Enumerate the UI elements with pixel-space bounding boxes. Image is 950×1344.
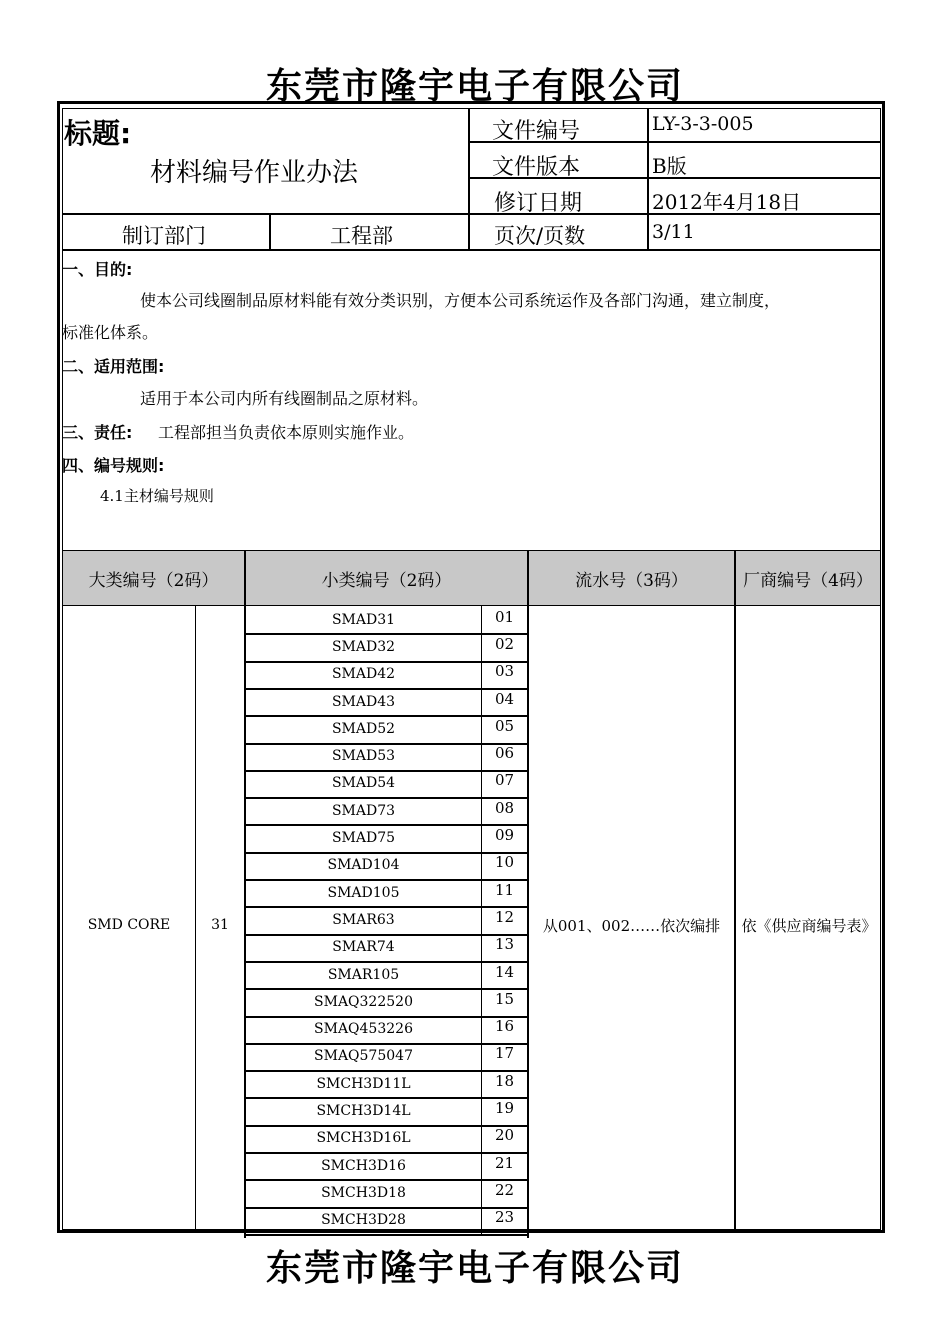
version-label: 文件版本 (492, 155, 581, 180)
col-header-subcategory: 小类编号（2码） (246, 551, 527, 605)
subcategory-name: SMCH3D14L (316, 1103, 411, 1120)
subcategory-name: SMCH3D28 (321, 1212, 406, 1229)
subcategory-name: SMAD31 (331, 611, 396, 628)
subcategory-code: 12 (494, 907, 515, 926)
subcategory-name: SMAR105 (327, 966, 400, 983)
col-header-category: 大类编号（2码） (63, 551, 244, 605)
subcategory-code: 06 (494, 744, 515, 763)
subcategory-name: SMAD52 (331, 720, 396, 737)
subcategory-code: 15 (494, 989, 515, 1008)
subcategory-name: SMAQ575047 (314, 1048, 413, 1065)
revision-date: 2012年4月18日 (652, 190, 802, 214)
subcategory-code: 07 (494, 771, 515, 790)
table-top-line (62, 550, 881, 551)
dept-label: 制订部门 (122, 224, 206, 248)
section-resp-text: 工程部担当负责依本原则实施作业。 (158, 423, 415, 442)
subcategory-name: SMAD43 (331, 693, 396, 710)
page-label: 页次/页数 (494, 224, 586, 248)
subcategory-code: 20 (494, 1126, 515, 1145)
subcategory-code: 13 (494, 935, 515, 954)
subcategory-name: SMAR74 (332, 939, 395, 956)
subcategory-name: SMAD42 (331, 666, 396, 683)
header-vline-1 (468, 108, 470, 250)
subcategory-name: SMAD73 (331, 802, 396, 819)
subcategory-code: 18 (494, 1071, 515, 1090)
dept-value: 工程部 (330, 224, 393, 248)
subcategory-code: 10 (494, 853, 515, 872)
col-header-serial: 流水号（3码） (529, 551, 734, 605)
subcategory-name: SMAD104 (327, 857, 400, 874)
subcategory-code: 03 (494, 662, 515, 681)
serial-rule: 从001、002……依次编排 (542, 916, 721, 935)
subcategory-code: 19 (494, 1099, 515, 1118)
category-code: 31 (211, 917, 229, 933)
section-resp-title: 三、责任: (62, 423, 133, 442)
subcategory-name: SMAD53 (331, 748, 396, 765)
subcategory-code: 16 (494, 1017, 515, 1036)
section-purpose-line2: 标准化体系。 (62, 323, 159, 342)
subcategory-code: 01 (494, 607, 515, 626)
subcategory-code: 11 (494, 880, 515, 899)
subcategory-name: SMAR63 (332, 911, 395, 928)
subcategory-code: 22 (494, 1180, 515, 1199)
subcategory-name: SMAD105 (327, 884, 400, 901)
version-value: B版 (652, 154, 687, 178)
col-header-vendor: 厂商编号（4码） (736, 551, 880, 605)
revision-label: 修订日期 (494, 191, 583, 216)
subcategory-code: 08 (494, 798, 515, 817)
subcategory-code: 17 (494, 1044, 515, 1063)
subcategory-code: 09 (494, 826, 515, 845)
doc-no-value: LY-3-3-005 (652, 113, 754, 135)
subcategory-code: 04 (494, 689, 515, 708)
page-value: 3/11 (652, 221, 695, 243)
section-rule-sub: 4.1主材编号规则 (100, 487, 214, 505)
subcategory-code: 05 (494, 716, 515, 735)
subcategory-row-line (246, 1234, 527, 1236)
company-name-bottom: 东莞市隆宇电子有限公司 (265, 1248, 684, 1289)
section-purpose-line1: 使本公司线圈制品原材料能有效分类识别，方便本公司系统运作及各部门沟通，建立制度， (140, 291, 781, 310)
title-label: 标题: (64, 117, 132, 150)
subcategory-name: SMCH3D18 (321, 1184, 406, 1201)
subcategory-name: SMAD32 (331, 638, 396, 655)
subcategory-name: SMAQ322520 (314, 993, 413, 1010)
subcategory-name: SMAD75 (331, 830, 396, 847)
subcategory-name: SMCH3D11L (316, 1075, 411, 1092)
category-name: SMD CORE (87, 917, 171, 933)
section-rule-title: 四、编号规则: (62, 456, 165, 475)
doc-title: 材料编号作业办法 (150, 158, 359, 188)
header-vline-2 (647, 108, 649, 250)
section-purpose-title: 一、目的: (62, 260, 133, 279)
header-vline-3 (269, 213, 271, 250)
subcategory-code: 14 (494, 962, 515, 981)
section-scope-title: 二、适用范围: (62, 357, 165, 376)
doc-no-label: 文件编号 (492, 119, 581, 144)
subcategory-name: SMCH3D16L (316, 1130, 411, 1147)
company-name-top: 东莞市隆宇电子有限公司 (265, 66, 684, 107)
section-scope-text: 适用于本公司内所有线圈制品之原材料。 (140, 389, 429, 408)
subcategory-code: 21 (494, 1153, 515, 1172)
subcategory-code: 02 (494, 634, 515, 653)
subcategory-name: SMAD54 (331, 775, 396, 792)
subcategory-name: SMAQ453226 (314, 1021, 413, 1038)
subcategory-code: 23 (494, 1208, 515, 1227)
vendor-rule: 依《供应商编号表》 (741, 916, 877, 935)
subcategory-name: SMCH3D16 (321, 1157, 406, 1174)
